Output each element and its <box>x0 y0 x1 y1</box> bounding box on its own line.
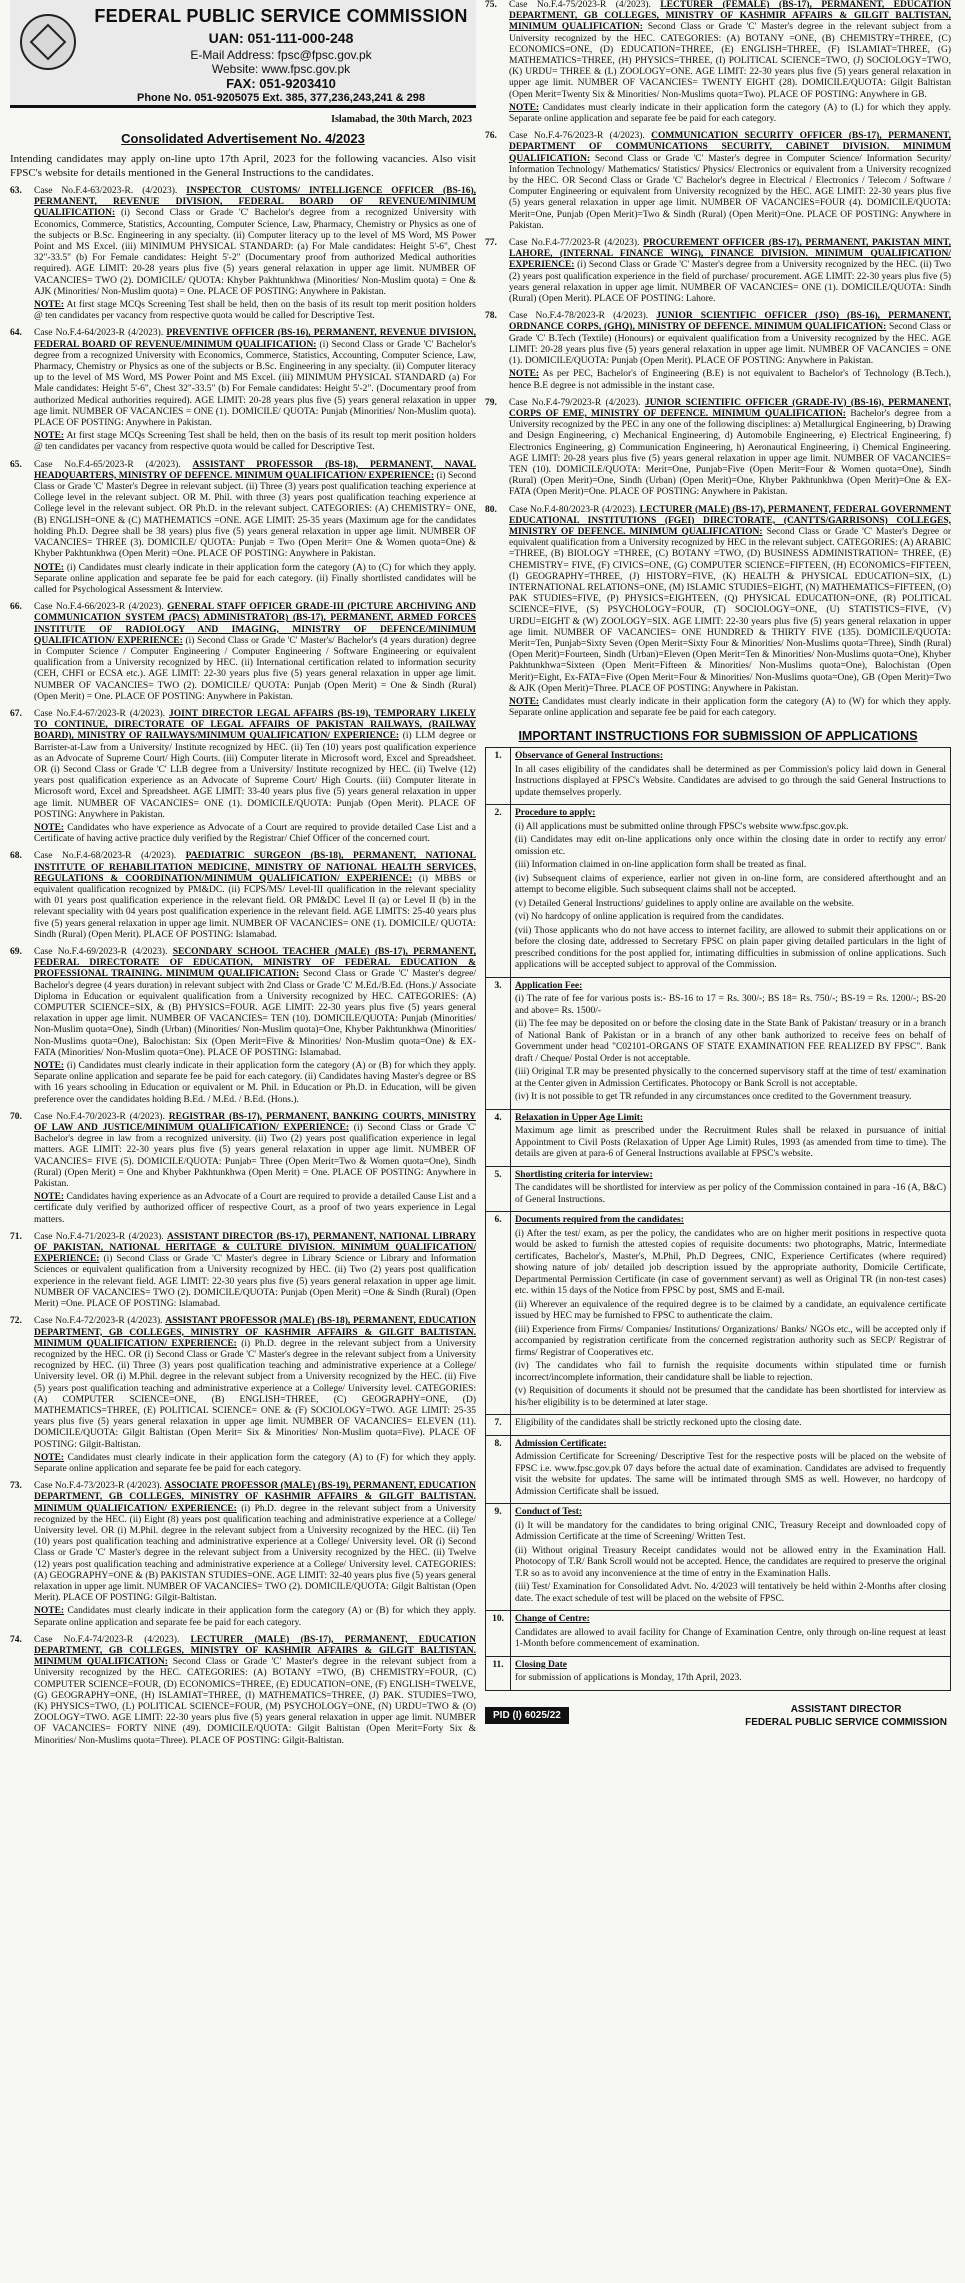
case-reference: Case No.F.4-66/2023-R (4/2023). <box>34 602 164 613</box>
case-reference: Case No.F.4-70/2023-R (4/2023). <box>34 1111 165 1122</box>
case-reference: Case No.F.4-75/2023-R (4/2023). <box>509 0 651 10</box>
case-body: Second Class or Grade 'C' Master's degree in the relevant subject from a University recognized by the HEC. CATEGORIES: (A) BOTANY =TWO, (B) CHEMISTRY=FOUR, (C) COMPUTER SCIENCE=FOUR, (D) ECONOMICS=THREE, (E) EDUCATION=ONE, (F) ENGLISH=TWELVE, (G) GEOGRAPHY=ONE, (H) ISLAMIAT=THREE, (I) MATHEMATICS=THREE, (J) PAK. STUDIES=TWO, (K) PHYSICS=TWO, (L) POLITICAL SCIENCE=FOUR, (M) PSYCHOLOGY=ONE, (N) URDU=TWO & (O) ZOOLOGY=TWO. AGE LIMIT: 22-30 years plus five (5) years general relaxation in upper age limit. NUMBER OF VACANCIES= FORTY NINE (49). DOMICILE/QUOTA: Gilgit Baltistan (Open Merit=Forty Six & Minorities/ Non-Muslims quota=Three). PLACE OF POSTING: Gilgit-Baltistan. <box>34 1657 476 1746</box>
instruction-item: for submission of applications is Monday, 17th April, 2023. <box>515 1673 742 1684</box>
case-body: (i) Second Class or Grade 'C' Master's/ Bachelor's (4 years duration) degree in Computer Science / Computer Engineering / Computer Engineering / Software Engineering or equivalent qualification from a University recognized by HEC. (ii) International certification related to information security (CEH, CHFI or ECSA etc.). AGE LIMIT: 22-30 years plus five (5) years general relaxation in upper age limit. NUMBER OF VACANCIES= TWO (2). DOMICILE/ QUOTA: Punjab (Open Merit) = One & Sindh (Rural) (Open Merit) = One. PLACE OF POSTING: Anywhere in Pakistan. <box>34 635 476 702</box>
case-body: Second Class or Grade 'C' B.Tech (Textile) (Honours) or equivalent qualification from a University recognized by the HEC. AGE LIMIT: 20-28 years plus five (5) years general relaxation in upper age limit. NUMBER OF VACANCIES = ONE (1). DOMICILE/QUOTA: Punjab (Open Merit). PLACE OF POSTING: Anywhere in Pakistan. <box>509 322 951 367</box>
footer <box>485 1699 951 1739</box>
case-reference: Case No.F.4-67/2023-R (4/2023). <box>34 708 165 719</box>
case-item <box>10 709 476 845</box>
instruction-item: (vi) No hardcopy of online application is required from the candidates. <box>515 912 784 923</box>
instruction-item: (i) It will be mandatory for the candidates to bring original CNIC, Treasury Receipt and downloaded copy of Admission Certificate at the time of Screening/ Written Test. <box>515 1520 946 1543</box>
government-emblem-icon <box>20 14 76 70</box>
intro-text: Intending candidates may apply on-line upto 17th April, 2023 for the following vacancies. Also visit FPSC's website for details mentioned in the General Instructions to the candidates. <box>10 153 476 179</box>
instruction-number: 3. <box>486 977 511 1109</box>
uan-number: UAN: 051-111-000-248 <box>208 30 354 46</box>
case-item <box>10 851 476 941</box>
case-item <box>10 1316 476 1475</box>
phone-numbers: Phone No. 051-9205075 Ext. 385, 377,236,243,241 & 298 <box>136 92 426 104</box>
instruction-number: 11. <box>486 1656 511 1690</box>
right-case-list <box>485 0 951 719</box>
case-note-text: Candidates having experience as an Advocate of a Court are required to provide a detailed Cause List and a certificate duly verified by authorized officer of respective Court, as a proof of two years experience in Legal matters. <box>34 1192 476 1225</box>
case-body: Second Class or Grade 'C' Master's degree/ Bachelor's degree (4 years duration) in relevant subject with 2nd Class or Grade 'C' M.Ed./B.Ed. (Hons.)/ Associate Diploma in Education or equivalent qualification from a University recognized by HEC. CATEGORIES: (A) COMPUTER SCIENCE=SIX, & (B) PHYSICS=FOUR. AGE LIMIT: 22-30 years plus five (5) years general relaxation in upper age limit. NUMBER OF VACANCIES= TEN (10). DOMICILE/QUOTA: Punjab (Minorities/ Non-Muslim quota=One), Sindh (Urban) (Minorities/ Non-Muslim quota)=One, Khyber Pakhtunkhwa (Minorities/ Non-Muslims quota=One), Balochistan: Six (Open Merit=Five & Minorities/ Non-Muslim quota=One) & EX-FATA (Minorities/ Non-Muslim quota=One). PLACE OF POSTING: Islamabad. <box>34 969 476 1058</box>
case-reference: Case No.F.4-78/2023-R (4/2023). <box>509 311 649 322</box>
case-note-text: As per PEC, Bachelor's of Engineering (B.E) is not equivalent to Bachelor's of Technology (B.Tech.), hence B.E degree is not admissible in the instant case. <box>509 369 951 391</box>
note-label: NOTE: <box>509 369 540 380</box>
instruction-row <box>486 1109 951 1166</box>
case-number: 80. <box>485 504 497 515</box>
case-body: Second Class or Grade 'C' Master's degree in Computer Science/ Information Security/ Information Technology/ Mathematics/ Statistics/ Physics/ Electronics or equivalent from a University recognized by the HEC. OR Second Class or Grade 'C' Bachelor's degree in Electrical / Electronics / Telecom / Software / Computer Engineering or equivalent from University recognized by the HEC. AGE LIMIT: 22-30 years plus five (5) years general relaxation in upper age limit. NUMBER OF VACANCIES=FOUR (4). DOMICILE/QUOTA: Merit=One, Punjab (Open Merit)=Two & Sindh (Rural) (Open Merit)=One. PLACE OF POSTING: Anywhere in Pakistan. <box>509 153 951 231</box>
case-post-title: JUNIOR SCIENTIFIC OFFICER (GRADE-IV) (BS-16), PERMANENT, CORPS OF EME, MINISTRY OF DEFENCE. MINIMUM QUALIFICATION: <box>509 397 952 419</box>
instruction-row <box>486 1611 951 1657</box>
case-number: 68. <box>10 851 22 862</box>
case-item <box>10 1112 476 1226</box>
instruction-number: 9. <box>486 1504 511 1611</box>
left-column <box>10 0 476 1753</box>
instructions-title: IMPORTANT INSTRUCTIONS FOR SUBMISSION OF APPLICATIONS <box>518 729 918 744</box>
instruction-row <box>486 1166 951 1212</box>
case-reference: Case No.F.4-72/2023-R (4/2023). <box>34 1316 163 1327</box>
instruction-heading: Observance of General Instructions: <box>515 751 664 762</box>
instruction-item: (iii) Information claimed in on-line application form shall be treated as final. <box>515 860 807 871</box>
case-reference: Case No.F.4-73/2023-R (4/2023). <box>34 1481 162 1492</box>
case-note-text: (i) Candidates must clearly indicate in their application form the category (A) or (B) for which they apply. Separate online application and separate fee be paid for each category. (ii) Candidates having Master's degree or BS with 16 years schooling in Education or equivalent or M. Phil. in Education or Ph.D. in Education, will be given preference over the candidates holding B.Ed. / M.Ed. / B.Ed. (Hons.). <box>34 1061 477 1105</box>
case-item <box>10 1481 476 1629</box>
instruction-item: (v) Requisition of documents it should not be presumed that the candidate has been shortlisted for interview as his/her eligibility is to be determined at later stage. <box>515 1386 946 1408</box>
case-post-title: LECTURER (FEMALE) (BS-17), PERMANENT, EDUCATION DEPARTMENT, GB COLLEGES, MINISTRY OF KASHMIR AFFAIRS & GILGIT BALTISTAN, MINIMUM QUALIFICATION: <box>509 0 951 33</box>
case-reference: Case No.F.4-69/2023-R (4/2023). <box>34 947 168 957</box>
case-number: 78. <box>485 311 497 322</box>
instruction-heading: Change of Centre: <box>515 1614 590 1625</box>
case-number: 64. <box>10 328 22 339</box>
case-item <box>10 328 476 453</box>
instructions-table <box>485 747 951 1691</box>
case-reference: Case No.F.4-79/2023-R (4/2023). <box>509 397 641 408</box>
case-body: (i) Second Class or Grade 'C' Bachelor's degree from a recognized University with Economics, Commerce, Statistics, Accounting, Computer Science, Law, Pharmacy, Chemistry or Physics as one of the subjects or B.Sc. Engineering in any specialty. (ii) Computer literacy up to the level of MS Word, MS Power Point and MS Excel. (iii) MINIMUM PHYSICAL STANDARD: (a) For Male candidates: Height 5'-6", Chest 32"-33.5" (b) For Female candidates: Height 5'-2" (Documentary proof from authorized Medical authorities required). AGE LIMIT: 20-28 years plus five (5) years general relaxation in upper age limit. NUMBER OF VACANCIES= TWO (2). DOMICILE/ QUOTA: Khyber Pakhtunkhwa (Minorities/ Non-Muslim quota) = One & AJK (Minorities/ Non-Muslim quota) = One. PLACE OF POSTING: Anywhere in Pakistan. <box>34 208 476 297</box>
case-number: 70. <box>10 1111 22 1122</box>
case-post-title: COMMUNICATION SECURITY OFFICER (BS-17), PERMANENT, DEPARTMENT OF COMMUNICATIONS SECURITY, CABINET DIVISION. MINIMUM QUALIFICATION: <box>509 131 951 164</box>
instruction-content <box>511 1212 951 1415</box>
case-note-text: Candidates must clearly indicate in their application form the category (A) to (W) for which they apply. Separate online application and separate fee be paid for each category. <box>509 696 952 719</box>
instruction-item: (i) After the test/ exam, as per the policy, the candidates who are on higher merit positions in respective quota would be asked to furnish the attested copies of requisite documents: two photographs, Matric, Intermediate certificates, Bachelor's, Master's, M.Phil, Ph.D Degrees, CNIC, Experience Certificates (where required) showing nature of job/ detailed job description issued by the appropriate authority, Domicile Certificate, Departmental Permission Certificate (in case of government servant) as well as Original TR (in non-test cases) etc. within 15 days of the Notice from FPSC by post, SMS and E-mail. <box>515 1228 946 1297</box>
case-reference: Case No.F.4-77/2023-R (4/2023). <box>509 238 640 249</box>
case-item <box>10 1232 476 1310</box>
case-number: 79. <box>485 397 497 408</box>
case-body: (i) Second Class or Grade 'C' Bachelor's degree in law from a recognized university. (ii) Two (2) years post qualification experience in legal matters. AGE LIMIT: 22-30 years plus five (5) years general relaxation in upper age limit. NUMBER OF VACANCIES= FIVE (5). DOMICILE/QUOTA: Punjab= Three (Open Merit=Two & Women quota=One), Sindh (Rural) (Open Merit) = One and Khyber Pakhtunkhwa (Open Merit) = One. PLACE OF POSTING: Anywhere in Pakistan. <box>34 1123 477 1190</box>
instruction-item: (ii) Wherever an equivalence of the required degree is to be claimed by a candidate, an equivalence certificate issued by HEC may be furnished to FPSC to authenticate the claim. <box>515 1299 946 1322</box>
case-post-title: LECTURER (MALE) (BS-17), PERMANENT, FEDERAL GOVERNMENT EDUCATIONAL INSTITUTIONS (FGEI) DIRECTORATE, (CANTTS/GARRISONS) COLLEGES, MINISTRY OF DEFENCE. MINIMUM QUALIFICATION: <box>509 504 952 537</box>
instruction-item: (iv) Subsequent claims of experience, earlier not given in on-line form, are considered afterthought and an attempt to become eligible. Such subsequent claims shall not be accepted. <box>515 873 946 896</box>
instruction-number: 4. <box>486 1109 511 1166</box>
case-post-title: PAEDIATRIC SURGEON (BS-18), PERMANENT, NATIONAL INSTITUTE OF REHABILITATION MEDICINE, MINISTRY OF NATIONAL HEALTH SERVICES, REGULATIONS & COORDINATION/MINIMUM QUALIFICATION/ EXPERIENCE: <box>34 851 477 884</box>
note-label: NOTE: <box>34 1061 65 1072</box>
instruction-number: 2. <box>486 805 511 978</box>
instruction-number: 7. <box>486 1415 511 1436</box>
case-reference: Case No.F.4-76/2023-R (4/2023). <box>509 131 645 142</box>
signatory-designation: ASSISTANT DIRECTOR <box>790 1703 902 1715</box>
instruction-content <box>511 1656 951 1690</box>
case-post-title: REGISTRAR (BS-17), PERMANENT, BANKING COURTS, MINISTRY OF LAW AND JUSTICE/MINIMUM QUALIFICATION/ EXPERIENCE: <box>34 1111 476 1134</box>
case-item <box>10 947 476 1106</box>
case-note-text: Candidates must clearly indicate in their application form the category (A) to (F) for which they apply. Separate online application and separate fee be paid for each category. <box>34 1452 476 1474</box>
case-note <box>509 369 951 391</box>
instruction-heading: Closing Date <box>515 1659 567 1670</box>
case-note-text: Candidates must clearly indicate in their application form the category (A) to (L) for which they apply. Separate online application and separate fee be paid for each category. <box>509 102 952 125</box>
signature-block <box>745 1703 947 1729</box>
note-label: NOTE: <box>34 431 65 442</box>
case-post-title: ASSISTANT PROFESSOR (BS-18), PERMANENT, NAVAL HEADQUARTERS, MINISTRY OF DEFENCE. MINIMUM QUALIFICATION/ EXPERIENCE: <box>34 459 476 481</box>
instruction-item: (ii) Candidates may edit on-line applications only once within the closing date in order to rectify any error/ omission etc. <box>515 835 946 857</box>
instruction-heading: Documents required from the candidates: <box>515 1215 684 1226</box>
case-note <box>509 103 951 125</box>
case-number: 74. <box>10 1634 22 1645</box>
fax-number: FAX: 051-9203410 <box>226 76 336 91</box>
case-post-title: ASSOCIATE PROFESSOR (MALE) (BS-19), PERMANENT, EDUCATION DEPARTMENT, GB COLLEGES, MINISTRY OF KASHMIR AFFAIRS & GILGIT BALTISTAN. MINIMUM QUALIFICATION/ EXPERIENCE: <box>34 1481 477 1514</box>
case-note <box>34 1061 476 1106</box>
case-note <box>34 300 476 322</box>
instruction-heading: Admission Certificate: <box>515 1438 607 1449</box>
case-body: (i) Second Class or Grade 'C' Bachelor's degree from a recognized University with Economics, Commerce, Statistics, Accounting, Computer Science, Law, Pharmacy, Chemistry or Physics as one of the subjects or B.Sc. Engineering in any specialty. (ii) Computer literacy up to the level of MS Word, MS Power Point and MS Excel. (iii) MINIMUM PHYSICAL STANDARD (a) For Male candidates: Height 5'-6", Chest 32"-33.5" (b) For Female candidates: Height 5'-2". (Documentary proof from authorized Medical authorities required). AGE LIMIT: 20-28 years plus five (5) years general relaxation in upper age limit. NUMBER OF VACANCIES = ONE (1). DOMICILE/ QUOTA: Punjab (Minorities/ Non-Muslim quota). PLACE OF POSTING: Anywhere in Pakistan. <box>34 339 477 429</box>
case-note <box>34 823 476 845</box>
case-post-title: JUNIOR SCIENTIFIC OFFICER (JSO) (BS-16), PERMANENT, ORDNANCE CORPS, (GHQ), MINISTRY OF DEFENCE. MINIMUM QUALIFICATION: <box>509 311 952 333</box>
commission-title: FEDERAL PUBLIC SERVICE COMMISSION <box>94 6 468 26</box>
case-note-text: (i) Candidates must clearly indicate in their application form the category (A) to (C) for which they apply. Separate online application and separate fee be paid for each category. (ii) Finally shortlisted candidates will be called for Psychological Assessment & Interview. <box>34 562 477 595</box>
case-body: (i) Second Class or Grade 'C' Master's degree in Library Science or Library and Information Sciences or equivalent qualification from a University recognized by HEC. (ii) Two (2) years post qualification experience in the relevant field. AGE LIMIT: 22-30 years plus five (5) years general relaxation in upper age limit. NUMBER OF VACANCIES= TWO (2). DOMICILE/QUOTA: Punjab (Open Merit) =One & Sindh (Rural) (Open Merit) =One. PLACE OF POSTING: Islamabad. <box>34 1254 476 1310</box>
instruction-row <box>486 1504 951 1611</box>
instruction-item: (v) Detailed General Instructions/ guidelines to apply online are available on the website. <box>515 898 854 909</box>
case-body: (i) MBBS or equivalent qualification recognized by PM&DC. (ii) FCPS/MS/ Level-III qualification in the relevant speciality with 01 years post qualification experience in the relevant field. OR PM&DC Level II (a) or Level II (b) in the relevant speciality with 04 years post qualification experience in the relevant field. AGE LIMITS: 25-40 years plus five (5) years general relaxation in upper age limit. NUMBER OF VACANCIES= ONE (1). DOMICILE/ QUOTA: Sindh (Rural) (Open Merit). PLACE OF POSTING: Islamabad. <box>34 873 476 940</box>
case-reference: Case No.F.4-63/2023-R. (4/2023). <box>34 186 178 196</box>
instruction-heading: Application Fee: <box>515 980 583 991</box>
case-note <box>34 1453 476 1475</box>
instruction-item: (iv) The candidates who fail to furnish the requisite documents within stipulated time or furnish incorrect/incomplete information, their candidature shall be liable to rejection. <box>515 1361 946 1383</box>
case-item <box>485 505 951 720</box>
case-post-title: INSPECTOR CUSTOMS/ INTELLIGENCE OFFICER (BS-16), PERMANENT, REVENUE DIVISION, FEDERAL BOARD OF REVENUE/MINIMUM QUALIFICATION: <box>34 186 477 219</box>
case-post-title: ASSISTANT PROFESSOR (MALE) (BS-18), PERMANENT, EDUCATION DEPARTMENT, GB COLLEGES, MINISTRY OF KASHMIR AFFAIRS & GILGIT BALTISTAN. MINIMUM QUALIFICATION/ EXPERIENCE: <box>34 1316 476 1349</box>
case-number: 75. <box>485 0 497 10</box>
instruction-heading: Relaxation in Upper Age Limit: <box>515 1112 644 1123</box>
instruction-item: (ii) The fee may be deposited on or before the closing date in the State Bank of Pakistan/ treasury or in a branch of National Bank of Pakistan or in a branch of any other bank authorized to receive fees on behalf of Government under head "C02101-ORGANS OF STATE EXAMINATION FEE REALIZED BY FPSC". Bank draft / Cheque/ Postal Order is not acceptable. <box>515 1019 946 1064</box>
case-reference: Case No.F.4-65/2023-R (4/2023). <box>34 459 181 470</box>
instruction-item: In all cases eligibility of the candidates shall be determined as per Commission's policy laid down in General Instructions displayed at FPSC's Website. Candidates are advised to go through the said General Instructions to update themselves properly. <box>515 764 946 798</box>
instruction-number: 10. <box>486 1611 511 1657</box>
case-body: (i) Second Class or Grade 'C' Master's Degree in relevant subject. (ii) Three (3) years post qualification teaching experience at College level in the relevant subject. OR M. Phil. with three (3) years post qualification teaching experience at College level in the relevant subject. OR Ph.D. in the relevant subject. CATEGORIES: (A) CHEMISTRY= ONE, (B) ENGLISH=ONE & (C) MATHEMATICS =ONE. AGE LIMIT: 25-35 years (Maximum age for the candidates holding Ph.D. Degree shall be 38 years) plus five (5) years general relaxation in upper age limit. NUMBER OF VACANCIES= THREE (3). DOMICILE/ QUOTA: Punjab = Two (Open Merit= One & Women quota=One) & Khyber Pakhtunkhwa (Open Merit) =One. PLACE OF POSTING: Anywhere in Pakistan. <box>34 470 476 560</box>
case-note-text: Candidates must clearly indicate in their application form the category (A) or (B) for which they apply. Separate online application and separate fee be paid for each category. <box>34 1606 476 1628</box>
instruction-heading: Shortlisting criteria for interview: <box>515 1169 653 1180</box>
instruction-content <box>511 1166 951 1212</box>
instruction-content <box>511 805 951 978</box>
case-note-text: At first stage MCQs Screening Test shall be held, then on the basis of its result top merit position holders @ ten candidates per vacancy from respective quota would be called for Descriptive Test. <box>34 431 476 453</box>
instruction-number: 5. <box>486 1166 511 1212</box>
case-number: 77. <box>485 238 497 249</box>
case-reference: Case No.F.4-74/2023-R (4/2023). <box>34 1634 180 1645</box>
case-body: (i) Ph.D. degree in the relevant subject from a University recognized by the HEC. OR (i) Second Class or Grade 'C' Master's degree in the relevant subject from a University recognized by HEC. (ii) Three (3) years post qualification teaching and administrative experience at a College/ University level. OR (i) M.Phil. degree in the relevant subject from a University recognized by the HEC. (ii) Five (5) years post qualification teaching and administrative experience at a College/ University level. CATEGORIES: (A) COMPUTER SCIENCE=ONE, (B) ENGLISH=THREE, (C) GEOGRAPHY=ONE, (D) MATHEMATICS=THREE, (E) POLITICAL SCIENCE= ONE & (F) SOCIOLOGY=TWO. AGE LIMIT: 25-35 years plus five (5) years general relaxation in upper age limit. NUMBER OF VACANCIES= ELEVEN (11). DOMICILE/QUOTA: Gilgit Baltistan (Open Merit= Six & Minorities/ Non-Muslim quota=Five). PLACE OF POSTING: Gilgit-Baltistan. <box>34 1338 476 1450</box>
instruction-row <box>486 1212 951 1415</box>
instruction-item: (vii) Those applicants who do not have access to internet facility, are allowed to submit their applications on or before the closing date, addressed to Secretary FPSC on plain paper giving detailed particulars in the light of prescribed conditions for the post applied for, intimating difficulties in submission of online applications. Such applications will be accepted subject to approval of the Commission. <box>515 925 946 971</box>
instruction-content <box>511 977 951 1109</box>
instruction-content <box>511 748 951 805</box>
instruction-row <box>486 977 951 1109</box>
case-body: (i) LLM degree or Barrister-at-Law from a University/ Institute recognized by HEC. (ii) Ten (10) years post qualification experience as an Advocate of Supreme Court/ High Courts. (iii) Computer literate in Microsoft word, Excel and Spreadsheet. OR (i) Second Class or Grade 'C' LLB degree from a University/ Institute recognized by HEC. (ii) Twelve (12) years post qualification experience as an Advocate of Supreme Court/ High Courts. (iii) Computer literate in Microsoft word, Excel and Spreadsheet. AGE LIMIT: 33-40 years plus five (5) years general relaxation in upper age limit. NUMBER OF VACANCIES= ONE (1). DOMICILE/QUOTA: Punjab (Open Merit). PLACE OF POSTING: Anywhere in Pakistan. <box>34 731 477 820</box>
instruction-item: (iii) Test/ Examination for Consolidated Advt. No. 4/2023 will tentatively be held within 2-Months after closing date. The exact schedule of test will be placed on the website of FPSC. <box>515 1582 946 1604</box>
note-label: NOTE: <box>34 1192 65 1203</box>
instruction-number: 1. <box>486 748 511 805</box>
case-item <box>10 602 476 703</box>
case-note-text: Candidates who have experience as Advocate of a Court are required to provide detailed Case List and a Certificate of having active practice duly verified by the Registrar/ Chief Officer of the concerned court. <box>34 822 477 845</box>
case-note <box>34 1606 476 1628</box>
case-body: Second Class or Grade 'C' Master's degree in the relevant subject from a University recognized by the HEC. CATEGORIES: (A) BOTANY =ONE, (B) CHEMISTRY=THREE, (C) ECONOMICS=ONE, (D) EDUCATION=THREE, (E) ENGLISH=THREE, (F) ISLAMIAT=THREE, (G) MATHEMATICS=THREE, (H) PHYSICS=THREE, (I) POLITICAL SCIENCE=TWO, (J) SOCIOLOGY=TWO, (K) URDU= THREE & (L) ZOOLOGY=ONE. AGE LIMIT: 22-30 years plus five (5) years general relaxation in upper age limit. NUMBER OF VACANCIES= TWENTY EIGHT (28). DOMICILE/QUOTA: Gilgit Baltistan (Open Merit=Twenty Six & Minorities/ Non-Muslims quota=Two). PLACE OF POSTING: Anywhere in GB. <box>509 22 951 100</box>
instruction-row <box>486 1415 951 1436</box>
instruction-row <box>486 748 951 805</box>
instruction-number: 8. <box>486 1435 511 1504</box>
case-body: (i) Second Class or Grade 'C' Master's degree from a University recognized by the HEC. (ii) Two (2) years post qualification experience in the field of purchase/ procurement. AGE LIMIT: 22-30 years plus five (5) years general relaxation in upper age limit. NUMBER OF VACANCIES= ONE (1). DOMICILE/QUOTA: Sindh (Rural) (Open Merit). PLACE OF POSTING: Lahore. <box>509 260 951 305</box>
left-case-list <box>10 186 476 1747</box>
case-number: 76. <box>485 131 497 142</box>
case-number: 69. <box>10 947 22 957</box>
instruction-content <box>511 1415 951 1436</box>
case-body: Second Class or Grade 'C' Master's Degree or equivalent qualification from a University recognized by HEC in the relevant subject. CATEGORIES: (A) ARABIC =THREE, (B) BIOLOGY =THREE, (C) BOTANY =TWO, (D) BUSINESS ADMINISTRATION= THREE, (E) CHEMISTRY= FIVE, (F) CIVICS=ONE, (G) COMPUTER SCIENCE=FIFTEEN, (H) ECONOMICS=FIFTEEN, (I) GEOGRAPHY=THREE, (J) HISTORY=FIVE, (K) HEALTH & PHYSICAL EDUCATION=SIX, (L) INTERNATIONAL RELATIONS=ONE, (M) ISLAMIC STUDIES=EIGHT, (N) MATHEMATICS=FIFTEEN, (O) PAK STUDIES=FIVE, (P) PHYSICS=EIGHTEEN, (Q) PHYSICAL EDUCATION=ONE, (R) POLITICAL SCIENCE=FIVE, (S) PSYCHOLOGY=FOUR, (T) SOCIOLOGY=ONE, (U) STATISTICS=FIVE, (V) URDU=EIGHT & (W) ZOOLOGY=SIX. AGE LIMIT: 22-30 years plus five (5) years general relaxation in upper age limit. NUMBER OF VACANCIES= ONE HUNDRED & THIRTY FIVE (135). DOMICILE/QUOTA: Merit=Ten, Punjab=Sixty Seven (Open Merit=Sixty Four & Minorities/ Non-Muslims quota=Three), Sindh (Rural) (Open Merit)=Fourteen, Sindh (Urban)=Eleven (Open Merit=Ten & Minorities/ Non-Muslims quota=One), Khyber Pakhtunkhwa=Sixteen (Open Merit=Fifteen & Minorities/ Non-Muslims quota=One), Balochistan (Open Merit)=Eight, Ex-FATA=Five (Open Merit=Four & Minorities/ Non-Muslims quota=One), GB (Open Merit)=Two & AJK (Open Merit)=Three. PLACE OF POSTING: Anywhere in Pakistan. <box>509 526 952 694</box>
case-number: 63. <box>10 186 22 196</box>
email-address: E-Mail Address: fpsc@fpsc.gov.pk <box>190 48 372 62</box>
case-reference: Case No.F.4-80/2023-R (4/2023). <box>509 504 638 515</box>
instruction-item: Maximum age limit as prescribed under the Recruitment Rules shall be relaxed in pursuance of initial Appointment to Civil Posts (Relaxation of Upper Age Limit) Rules, 1993 (as amended from time to time). The details are given at para-6 of General Instructions available at FPSC's website. <box>515 1126 946 1160</box>
instruction-item: Candidates are allowed to avail facility for Change of Examination Centre, only through on-line request at least 1-Month before commencement of examination. <box>515 1627 946 1650</box>
instruction-item: (ii) Without original Treasury Receipt candidates would not be allowed entry in the Examination Hall. Photocopy of T.R/ Bank Scroll would not be accepted. Hence, the candidates are required to preserve the original T.R so as to avoid any inconvenience at the time of entry in the Examination Halls. <box>515 1545 946 1579</box>
note-label: NOTE: <box>34 562 65 573</box>
case-reference: Case No.F.4-68/2023-R (4/2023). <box>34 851 177 862</box>
case-item <box>485 311 951 391</box>
issue-date: Islamabad, the 30th March, 2023 <box>331 114 472 125</box>
case-number: 72. <box>10 1316 22 1327</box>
case-body: Bachelor's degree from a University recognized by the PEC in any one of the following disciplines: a) Metallurgical Engineering, b) Drawing and Design Engineering, c) Mechanical Engineering, d) Automobile Engineering, e) Electrical Engineering, f) Electronics Engineering, g) Communication Engineering, h) Aeronautical Engineering, i) Chemical Engineering. AGE LIMIT: 20-28 years plus five (5) years general relaxation in upper age limit. NUMBER OF VACANCIES= TEN (10). DOMICILE/QUOTA: Merit=One, Punjab=Five (Open Merit=Four & Women quota=One), Sindh (Rural) (Open Merit)=One, Sindh (Urban) (Open Merit)=One, Khyber Pakhtunkhwa (Open Merit)=One & EX-FATA (Open Merit)=One. PLACE OF POSTING: Anywhere in Pakistan. <box>509 408 951 498</box>
case-note <box>34 563 476 597</box>
instruction-item: Admission Certificate for Screening/ Descriptive Test for the respective posts will be placed on the website of FPSC i.e. www.fpsc.gov.pk 07 days before the actual date of examination. Candidates are advised to frequently visit the website for updates. The same will be intimated through SMS as well. However, no hardcopy of Admission Certificate shall be issued. <box>515 1452 946 1497</box>
case-item <box>10 1635 476 1747</box>
case-note <box>509 697 951 719</box>
instruction-item: (i) The rate of fee for various posts is:- BS-16 to 17 = Rs. 300/-; BS 18= Rs. 750/-; BS-19 = Rs. 1200/-; BS-20 and above= Rs. 1500/- <box>515 994 946 1016</box>
instruction-content <box>511 1435 951 1504</box>
instruction-heading: Procedure to apply: <box>515 808 596 819</box>
instruction-row <box>486 805 951 978</box>
case-reference: Case No.F.4-71/2023-R (4/2023). <box>34 1231 164 1242</box>
note-label: NOTE: <box>34 822 65 833</box>
case-number: 73. <box>10 1481 22 1492</box>
advertisement-title: Consolidated Advertisement No. 4/2023 <box>121 131 365 146</box>
case-item <box>485 238 951 305</box>
instruction-row <box>486 1435 951 1504</box>
case-item <box>10 460 476 596</box>
note-label: NOTE: <box>509 696 540 707</box>
instruction-content <box>511 1109 951 1166</box>
signatory-organization: FEDERAL PUBLIC SERVICE COMMISSION <box>745 1716 947 1728</box>
note-label: NOTE: <box>509 102 540 113</box>
case-item <box>485 131 951 232</box>
instruction-item: (iii) Experience from Firms/ Companies/ Institutions/ Organizations/ Banks/ NGOs etc., will be accepted only if accompanied by registration certificate from the concerned registration authority such as SECP/ Registrar of firms/ Registrar of Cooperatives etc. <box>515 1324 946 1358</box>
instruction-number: 6. <box>486 1212 511 1415</box>
case-post-title: PREVENTIVE OFFICER (BS-16), PERMANENT, REVENUE DIVISION, FEDERAL BOARD OF REVENUE/MINIMUM QUALIFICATION: <box>34 328 477 350</box>
right-column <box>485 0 951 1739</box>
case-number: 71. <box>10 1231 22 1242</box>
instruction-item: Eligibility of the candidates shall be strictly reckoned upto the closing date. <box>515 1418 802 1429</box>
instruction-item: (i) All applications must be submitted online through FPSC's website www.fpsc.gov.pk. <box>515 821 849 832</box>
case-item <box>485 398 951 499</box>
note-label: NOTE: <box>34 1452 65 1463</box>
case-item <box>485 0 951 125</box>
instruction-item: (iv) It is not possible to get TR refunded in any circumstances once credited to the Government treasury. <box>515 1092 912 1103</box>
case-note <box>34 431 476 453</box>
instruction-content <box>511 1504 951 1611</box>
instruction-heading: Conduct of Test: <box>515 1507 583 1518</box>
case-post-title: PROCUREMENT OFFICER (BS-17), PERMANENT, PAKISTAN MINT, LAHORE, (INTERNAL FINANCE WING), FINANCE DIVISION. MINIMUM QUALIFICATION/ EXPERIENCE: <box>509 238 952 271</box>
instruction-content <box>511 1611 951 1657</box>
case-post-title: SECONDARY SCHOOL TEACHER (MALE) (BS-17), PERMANENT, FEDERAL DIRECTORATE OF EDUCATION, MINISTRY OF FEDERAL EDUCATION & PROFESSIONAL TRAINING. MINIMUM QUALIFICATION: <box>34 947 476 980</box>
case-body: (i) Ph.D. degree in the relevant subject from a University recognized by the HEC. (ii) Eight (8) years post qualification teaching and administrative experience at a College/ University level. OR (i) M.Phil. degree in the relevant subject from a University recognized by the HEC. (ii) Ten (10) years post qualification teaching and administrative experience at a College/ University level. OR (i) Second Class or Grade 'C' Master's degree in the relevant subject from a University recognized by the HEC. (ii) Twelve (12) years post qualification teaching and administrative experience at a College/ University level. CATEGORIES: (A) GEOGRAPHY=ONE & (B) PAKISTAN STUDIES=ONE. AGE LIMIT: 32-40 years plus five (5) years general relaxation in upper age limit. NUMBER OF VACANCIES= TWO (2). DOMICILE/QUOTA: Gilgit Baltistan (Open Merit). PLACE OF POSTING: Gilgit-Baltistan. <box>34 1503 476 1604</box>
instruction-item: The candidates will be shortlisted for interview as per policy of the Commission contained in para -16 (A, B&C) of General Instructions. <box>515 1183 946 1205</box>
case-post-title: GENERAL STAFF OFFICER GRADE-III (PICTURE ARCHIVING AND COMMUNICATION SYSTEM (PACS) ADMINISTRATOR) (BS-17), PERMANENT, ARMED FORCES INSTITUTE OF RADIOLOGY AND IMAGING, MINISTRY OF DEFENCE/MINIMUM QUALIFICATION/ EXPERIENCE: <box>34 602 477 646</box>
case-note-text: At first stage MCQs Screening Test shall be held, then on the basis of its result top merit position holders @ ten candidates per vacancy from respective quota would be called for Descriptive Test. <box>34 300 476 322</box>
instruction-item: (iii) Original T.R may be presented physically to the concerned supervisory staff at the time of test/ examination at the Center given in Admission Certificates. Photocopy or Bank Scroll is not acceptable. <box>515 1067 946 1089</box>
note-label: NOTE: <box>34 300 65 311</box>
case-post-title: LECTURER (MALE) (BS-17), PERMANENT, EDUCATION DEPARTMENT, GB COLLEGES, MINISTRY OF KASHMIR AFFAIRS & GILGIT BALTISTAN. MINIMUM QUALIFICATION: <box>34 1634 477 1668</box>
note-label: NOTE: <box>34 1606 65 1617</box>
case-reference: Case No.F.4-64/2023-R (4/2023). <box>34 328 164 339</box>
pid-badge: PID (I) 6025/22 <box>485 1707 569 1724</box>
website-address: Website: www.fpsc.gov.pk <box>211 62 351 76</box>
case-number: 67. <box>10 708 22 719</box>
header <box>10 0 476 108</box>
case-post-title: ASSISTANT DIRECTOR (BS-17), PERMANENT, NATIONAL LIBRARY OF PAKISTAN, NATIONAL HERITAGE & CULTURE DIVISION. MINIMUM QUALIFICATION/ EXPERIENCE: <box>34 1231 476 1265</box>
case-post-title: JOINT DIRECTOR LEGAL AFFAIRS (BS-19), TEMPORARY LIKELY TO CONTINUE, DIRECTORATE OF LEGAL AFFAIRS OF PAKISTAN RAILWAYS, (RAILWAY BOARD), MINISTRY OF RAILWAYS/MINIMUM QUALIFICATION/ EXPERIENCE: <box>34 708 476 742</box>
case-note <box>34 1192 476 1226</box>
case-number: 65. <box>10 459 22 470</box>
instruction-row <box>486 1656 951 1690</box>
case-item <box>10 186 476 322</box>
case-number: 66. <box>10 602 22 613</box>
